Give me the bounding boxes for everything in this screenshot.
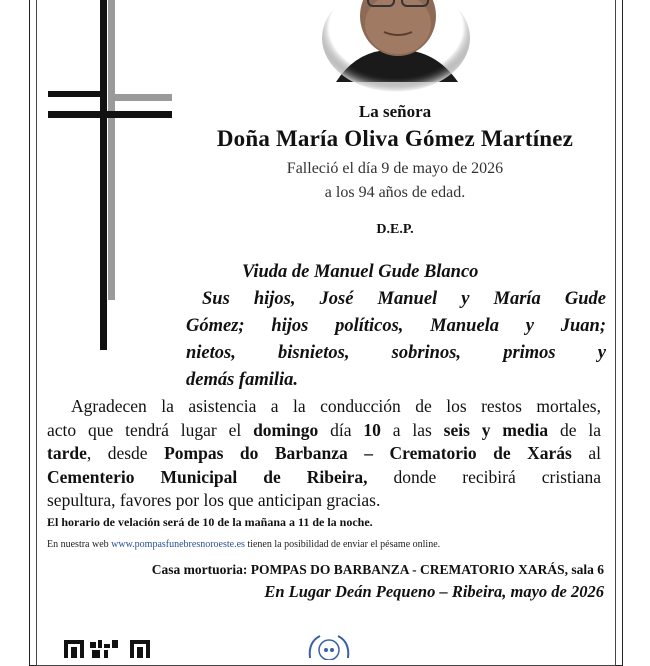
service-date: 10 (363, 419, 381, 440)
deceased-name: Doña María Oliva Gómez Martínez (216, 126, 574, 151)
service-time: seis y media (443, 419, 549, 440)
mortuary-label: Casa mortuoria: (151, 562, 248, 577)
funeral-details (47, 395, 601, 513)
family-line: Gómez; hijos políticos, Manuela y Juan; (186, 316, 606, 336)
family-line: demás familia. (186, 370, 299, 390)
details-line: Cementerio Municipal de Ribeira, donde recibirá cristiana (47, 466, 601, 487)
wake-hours: El horario de velación será de 10 de la mañana a 11 de la noche. (47, 515, 373, 529)
details-line: Agradecen la asistencia a la conducción de los restos mortales, (71, 396, 601, 416)
cemetery-name: Cementerio Municipal de Ribeira, (47, 466, 368, 487)
mortuary-info (152, 562, 604, 578)
anniversary-badge-icon (306, 630, 352, 660)
place-and-date: En Lugar Deán Pequeno – Ribeira, mayo de 2026 (264, 582, 604, 601)
honorific: La señora (358, 102, 432, 121)
web-note: En nuestra web www.pompasfunebresnoroeste.es tienen la posibilidad de enviar el pésame online. (47, 539, 441, 550)
website-link[interactable]: www.pompasfunebresnoroeste.es (111, 539, 245, 550)
qr-code-icon[interactable] (64, 638, 154, 658)
rip-label: D.E.P. (376, 222, 414, 237)
cross-icon (48, 0, 172, 350)
details-line: sepultura, favores por los que anticipan gracias. (47, 490, 381, 510)
family-block (186, 259, 606, 394)
service-day: domingo (253, 419, 319, 440)
family-line: Sus hijos, José Manuel y María Gude (202, 289, 606, 309)
family-line: Viuda de Manuel Gude Blanco (242, 262, 479, 282)
age-at-death: a los 94 años de edad. (324, 184, 466, 201)
family-line: nietos, bisnietos, sobrinos, primos y (186, 343, 606, 363)
departure-place: Pompas do Barbanza – Crematorio de Xarás (164, 443, 572, 463)
mortuary-value: POMPAS DO BARBANZA - CREMATORIO XARÁS, sala 6 (247, 562, 604, 577)
death-date: Falleció el día 9 de mayo de 2026 (286, 160, 504, 177)
deceased-portrait (318, 0, 474, 94)
details-line: acto que tendrá lugar el domingo día 10 a las seis y media de la (47, 419, 601, 440)
details-line: tarde, desde Pompas do Barbanza – Crematorio de Xarás al (47, 443, 601, 463)
